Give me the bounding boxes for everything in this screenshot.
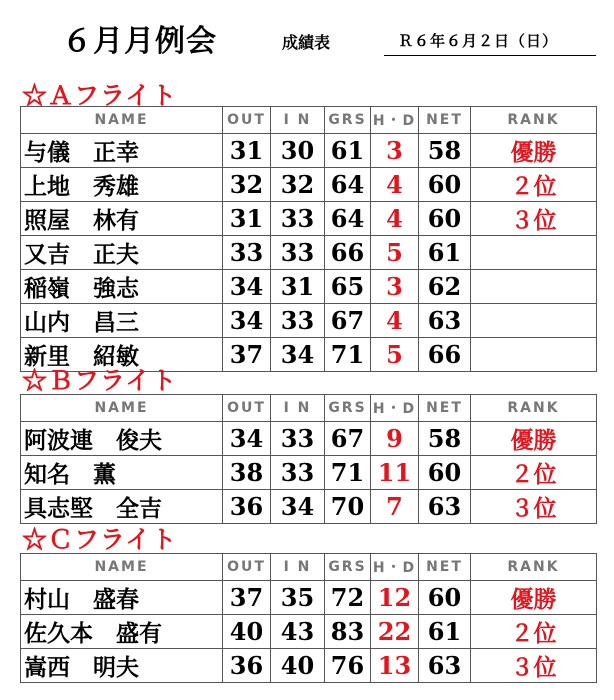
cell-hd: 13 <box>371 649 419 683</box>
cell-grs: 64 <box>325 202 371 236</box>
cell-grs: 71 <box>325 456 371 490</box>
column-header-name: NAME <box>21 107 223 134</box>
cell-in: 33 <box>271 202 325 236</box>
table-header-row <box>21 107 597 134</box>
cell-net: 58 <box>419 134 471 168</box>
cell-grs: 76 <box>325 649 371 683</box>
cell-name: 上地 秀雄 <box>21 168 223 202</box>
flight-title: ☆Ｂフライト <box>22 366 178 395</box>
cell-name: 山内 昌三 <box>21 304 223 338</box>
cell-grs: 67 <box>325 304 371 338</box>
cell-name: 嵩西 明夫 <box>21 649 223 683</box>
table-row <box>21 304 597 338</box>
cell-name: 佐久本 盛有 <box>21 615 223 649</box>
table-row <box>21 168 597 202</box>
cell-grs: 70 <box>325 490 371 524</box>
cell-hd: 12 <box>371 581 419 615</box>
table-row <box>21 422 597 456</box>
cell-net: 63 <box>419 304 471 338</box>
cell-in: 33 <box>271 304 325 338</box>
table-row <box>21 134 597 168</box>
cell-hd: 9 <box>371 422 419 456</box>
column-header-grs: GRS <box>325 107 371 134</box>
event-date: Ｒ６年６月２日（日） <box>384 30 596 56</box>
column-header-out: OUT <box>223 107 271 134</box>
cell-out: 37 <box>223 581 271 615</box>
cell-in: 31 <box>271 270 325 304</box>
cell-in: 33 <box>271 422 325 456</box>
cell-in: 34 <box>271 490 325 524</box>
cell-name: 新里 紹敏 <box>21 338 223 372</box>
page-title: ６月月例会 <box>62 24 217 59</box>
cell-net: 60 <box>419 581 471 615</box>
cell-in: 32 <box>271 168 325 202</box>
cell-rank: 優勝 <box>471 581 597 615</box>
cell-hd: 3 <box>371 270 419 304</box>
column-header-hd: H・D <box>371 554 419 581</box>
column-header-net: NET <box>419 107 471 134</box>
cell-out: 31 <box>223 134 271 168</box>
column-header-out: OUT <box>223 554 271 581</box>
cell-grs: 66 <box>325 236 371 270</box>
cell-out: 34 <box>223 422 271 456</box>
table-header-row <box>21 395 597 422</box>
table-row <box>21 270 597 304</box>
cell-name: 与儀 正幸 <box>21 134 223 168</box>
cell-net: 60 <box>419 168 471 202</box>
score-table <box>20 106 597 372</box>
cell-rank: ３位 <box>471 490 597 524</box>
cell-out: 37 <box>223 338 271 372</box>
cell-rank: ３位 <box>471 202 597 236</box>
cell-out: 36 <box>223 490 271 524</box>
table-row <box>21 581 597 615</box>
cell-grs: 65 <box>325 270 371 304</box>
cell-grs: 71 <box>325 338 371 372</box>
score-table <box>20 553 597 683</box>
cell-grs: 72 <box>325 581 371 615</box>
cell-hd: 11 <box>371 456 419 490</box>
cell-in: 43 <box>271 615 325 649</box>
column-header-rank: RANK <box>471 554 597 581</box>
column-header-grs: GRS <box>325 395 371 422</box>
page-subtitle: 成績表 <box>282 33 331 52</box>
cell-grs: 61 <box>325 134 371 168</box>
cell-hd: 5 <box>371 236 419 270</box>
cell-net: 63 <box>419 490 471 524</box>
cell-name: 村山 盛春 <box>21 581 223 615</box>
cell-rank: ３位 <box>471 649 597 683</box>
cell-rank: ２位 <box>471 456 597 490</box>
column-header-hd: H・D <box>371 395 419 422</box>
cell-rank: 優勝 <box>471 134 597 168</box>
cell-hd: 4 <box>371 168 419 202</box>
cell-hd: 4 <box>371 202 419 236</box>
column-header-name: NAME <box>21 395 223 422</box>
flight-title: ☆Ａフライト <box>22 81 178 110</box>
cell-out: 34 <box>223 270 271 304</box>
cell-in: 35 <box>271 581 325 615</box>
cell-hd: 3 <box>371 134 419 168</box>
cell-hd: 4 <box>371 304 419 338</box>
cell-grs: 64 <box>325 168 371 202</box>
cell-net: 60 <box>419 456 471 490</box>
cell-out: 31 <box>223 202 271 236</box>
cell-rank <box>471 338 597 372</box>
cell-name: 具志堅 全吉 <box>21 490 223 524</box>
cell-rank: ２位 <box>471 168 597 202</box>
table-header-row <box>21 554 597 581</box>
cell-hd: 22 <box>371 615 419 649</box>
cell-rank: ２位 <box>471 615 597 649</box>
cell-hd: 7 <box>371 490 419 524</box>
cell-out: 34 <box>223 304 271 338</box>
flight-title: ☆Ｃフライト <box>22 525 178 554</box>
table-row <box>21 649 597 683</box>
cell-net: 63 <box>419 649 471 683</box>
table-row <box>21 236 597 270</box>
cell-hd: 5 <box>371 338 419 372</box>
cell-grs: 83 <box>325 615 371 649</box>
column-header-hd: H・D <box>371 107 419 134</box>
cell-out: 36 <box>223 649 271 683</box>
cell-out: 40 <box>223 615 271 649</box>
cell-net: 61 <box>419 236 471 270</box>
cell-net: 61 <box>419 615 471 649</box>
table-row <box>21 615 597 649</box>
column-header-net: NET <box>419 554 471 581</box>
cell-in: 33 <box>271 456 325 490</box>
cell-name: 稲嶺 強志 <box>21 270 223 304</box>
cell-net: 60 <box>419 202 471 236</box>
cell-net: 62 <box>419 270 471 304</box>
cell-grs: 67 <box>325 422 371 456</box>
column-header-in: I N <box>271 395 325 422</box>
cell-rank: 優勝 <box>471 422 597 456</box>
column-header-grs: GRS <box>325 554 371 581</box>
cell-net: 66 <box>419 338 471 372</box>
cell-name: 阿波連 俊夫 <box>21 422 223 456</box>
cell-in: 34 <box>271 338 325 372</box>
cell-name: 知名 薫 <box>21 456 223 490</box>
column-header-rank: RANK <box>471 107 597 134</box>
table-row <box>21 490 597 524</box>
column-header-in: I N <box>271 107 325 134</box>
column-header-name: NAME <box>21 554 223 581</box>
cell-in: 30 <box>271 134 325 168</box>
column-header-net: NET <box>419 395 471 422</box>
cell-name: 照屋 林有 <box>21 202 223 236</box>
cell-in: 40 <box>271 649 325 683</box>
cell-out: 32 <box>223 168 271 202</box>
cell-rank <box>471 236 597 270</box>
cell-in: 33 <box>271 236 325 270</box>
cell-net: 58 <box>419 422 471 456</box>
cell-name: 又吉 正夫 <box>21 236 223 270</box>
score-table <box>20 394 597 524</box>
cell-out: 33 <box>223 236 271 270</box>
column-header-out: OUT <box>223 395 271 422</box>
cell-out: 38 <box>223 456 271 490</box>
cell-rank <box>471 270 597 304</box>
table-row <box>21 456 597 490</box>
cell-rank <box>471 304 597 338</box>
column-header-rank: RANK <box>471 395 597 422</box>
column-header-in: I N <box>271 554 325 581</box>
table-row <box>21 202 597 236</box>
